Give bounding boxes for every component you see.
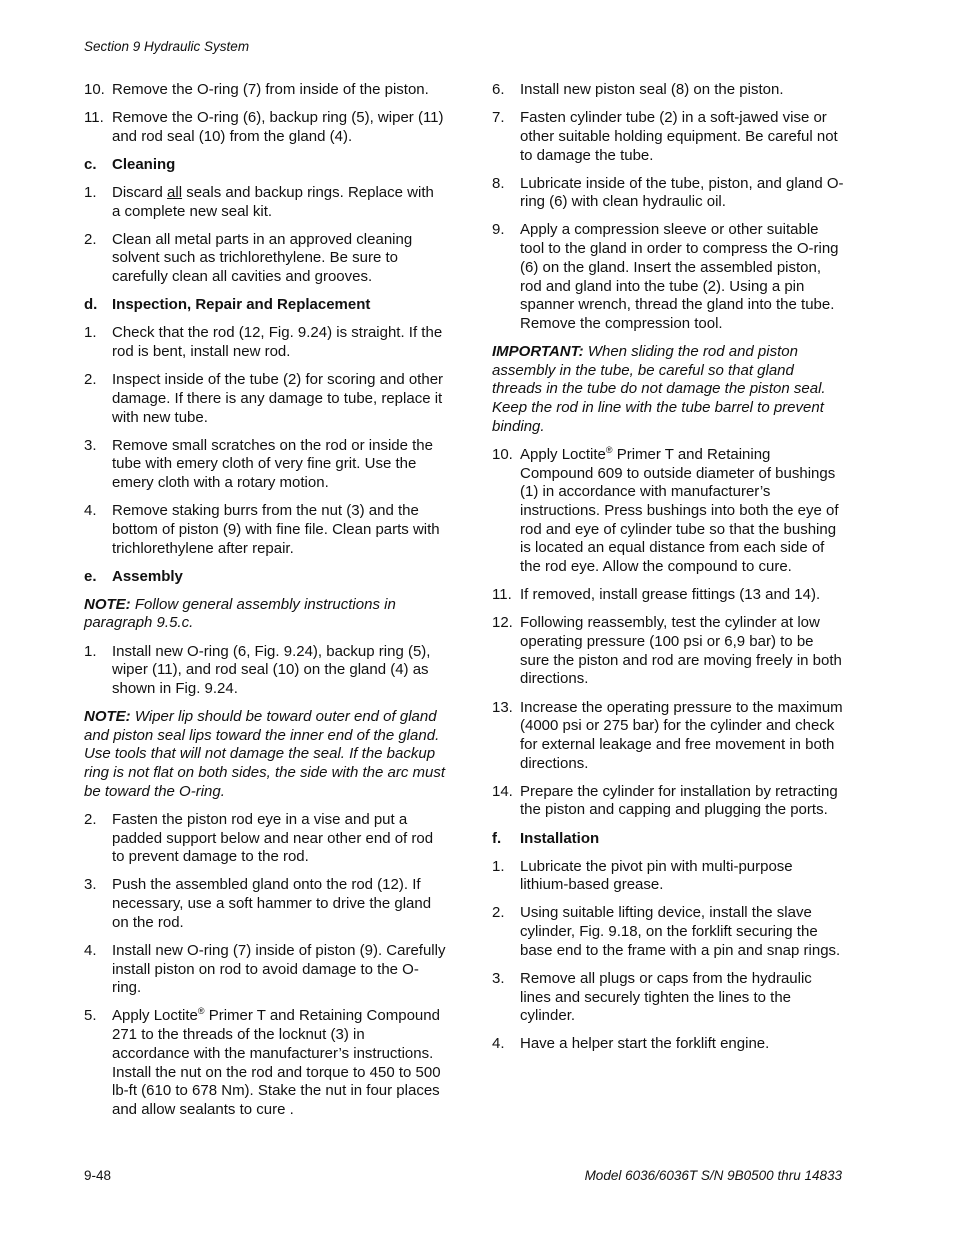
heading-installation: f. Installation [492, 829, 600, 847]
installation-step-1: 1. Lubricate the pivot pin with multi-purpose lithium-based grease. [492, 857, 793, 894]
right-column [492, 81, 844, 1064]
inspection-step-4: 4. Remove staking burrs from the nut (3) and the bottom of piston (9) with fine file. Clean parts with trichlorethylene after repair. [84, 502, 440, 557]
assembly-step-2: 2. Fasten the piston rod eye in a vise and put a padded support below and near other end of rod to prevent damage to the rod. [84, 810, 434, 866]
page-number: 9-48 [84, 1168, 112, 1183]
note-assembly: NOTE: Follow general assembly instructions in paragraph 9.5.c. [84, 595, 396, 632]
heading-inspection: d. Inspection, Repair and Replacement [84, 296, 371, 314]
installation-step-4: 4. Have a helper start the forklift engine. [492, 1035, 770, 1053]
inspection-step-1: 1. Check that the rod (12, Fig. 9.24) is straight. If the rod is bent, install new rod. [84, 324, 443, 361]
model-footer: Model 6036/6036T S/N 9B0500 thru 14833 [584, 1168, 842, 1183]
cleaning-step-2: 2. Clean all metal parts in an approved cleaning solvent such as trichlorethylene. Be sure to carefully clean all cavities and grooves. [84, 230, 413, 286]
installation-step-2: 2. Using suitable lifting device, install the slave cylinder, Fig. 9.18, on the forklift securing the base end to the frame with a pin and snap rings. [492, 904, 841, 959]
important-note: IMPORTANT: When sliding the rod and piston assembly in the tube, be careful so that gland threads in the tube do not damage the piston seal. Keep the rod in line with the tube barrel to prevent binding. [492, 343, 826, 435]
assembly-step-6: 6. Install new piston seal (8) on the piston. [492, 81, 784, 98]
cleaning-step-1: 1. Discard all seals and backup rings. Replace with a complete new seal kit. [84, 183, 434, 220]
section-header: Section 9 Hydraulic System [84, 39, 250, 54]
note-wiper: NOTE: Wiper lip should be toward outer end of gland and piston seal lips toward the inner end of the gland. Use tools that will not damage the seal. If the backup ring is not flat on both sides, the side with the arc must be toward the O-ring. [84, 708, 446, 800]
assembly-step-1: 1. Install new O-ring (6, Fig. 9.24), backup ring (5), wiper (11), and rod seal (10) on the gland (4) as shown in Fig. 9.24. [84, 642, 431, 697]
assembly-step-11: 11. If removed, install grease fittings (13 and 14). [492, 586, 821, 604]
assembly-step-5: 5. Apply Loctite® Primer T and Retaining Compound 271 to the threads of the locknut (3) in accordance with the manufacturer’s instructions. Install the nut on the rod and torque to 450 to 500 lb-ft (610 to 678 Nm). Stake the nut in four places and allow sealants to cure . [84, 1006, 441, 1118]
assembly-step-7: 7. Fasten cylinder tube (2) in a soft-jawed vise or other suitable holding equipment. Be careful not to damage the tube. [492, 109, 838, 164]
assembly-step-3: 3. Push the assembled gland onto the rod (12). If necessary, use a soft hammer to drive the gland on the rod. [84, 876, 432, 931]
assembly-step-9: 9. Apply a compression sleeve or other suitable tool to the gland in order to compress the O-ring (6) on the gland. Insert the assembled piston, rod and gland into the tube (2). Using a pin spanner wrench, thread the gland into the tube. Remove the compression tool. [492, 221, 839, 332]
heading-assembly: e. Assembly [84, 567, 183, 585]
assembly-step-12: 12. Following reassembly, test the cylinder at low operating pressure (100 psi or 6,9 bar) to be sure the piston and rod are moving freely in both directions. [492, 614, 842, 688]
assembly-step-8: 8. Lubricate inside of the tube, piston, and gland O-ring (6) with clean hydraulic oil. [492, 174, 844, 211]
inspection-step-2: 2. Inspect inside of the tube (2) for scoring and other damage. If there is any damage to tube, replace it with new tube. [84, 371, 444, 426]
heading-cleaning: c. Cleaning [84, 155, 176, 173]
installation-step-3: 3. Remove all plugs or caps from the hydraulic lines and securely tighten the lines to the cylinder. [492, 969, 812, 1025]
assembly-step-4: 4. Install new O-ring (7) inside of piston (9). Carefully install piston on rod to avoid damage to the O-ring. [84, 941, 446, 997]
assembly-step-13: 13. Increase the operating pressure to the maximum (4000 psi or 275 bar) for the cylinder and check for external leakage and free movement in both directions. [492, 698, 843, 772]
assembly-step-14: 14. Prepare the cylinder for installation by retracting the piston and capping and plugging the ports. [492, 782, 838, 819]
left-column [84, 81, 446, 1129]
inspection-step-3: 3. Remove small scratches on the rod or inside the tube with emery cloth of very fine grit. Use the emery cloth with a rotary motion. [84, 436, 433, 492]
step-10: 10. Remove the O-ring (7) from inside of the piston. [84, 81, 429, 98]
step-11: 11. Remove the O-ring (6), backup ring (5), wiper (11) and rod seal (10) from the gland (4). [84, 109, 444, 145]
assembly-step-10: 10. Apply Loctite® Primer T and Retaining Compound 609 to outside diameter of bushings (1) in accordance with manufacturer’s instructions. Press bushings into both the eye of rod and eye of cylinder tube so that the bushing is located an equal distance from each side of the rod eye. Allow the compound to cure. [492, 444, 839, 576]
